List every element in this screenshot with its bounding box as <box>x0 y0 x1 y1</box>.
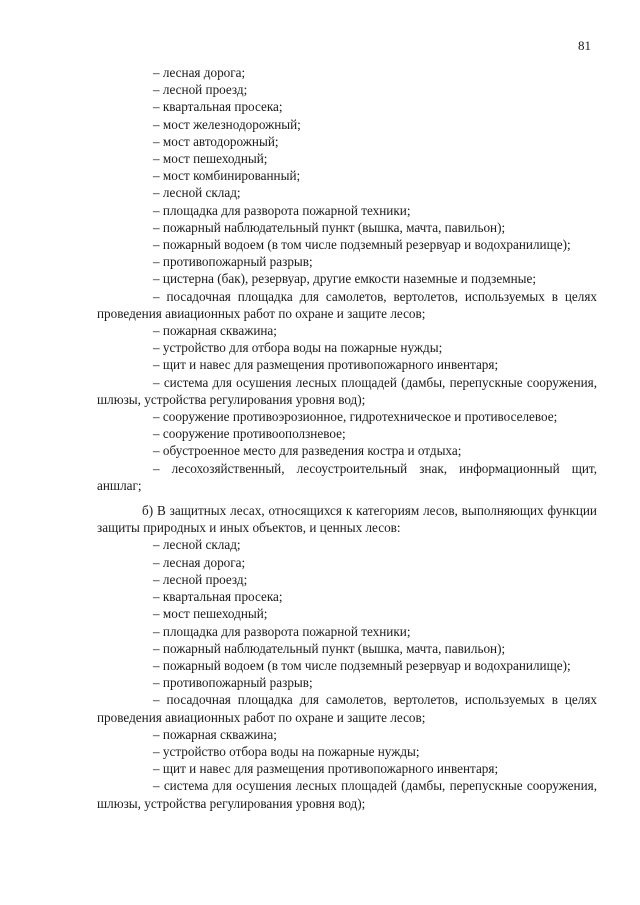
list-item: – устройство для отбора воды на пожарные нужды; <box>153 340 443 356</box>
list-item: – лесохозяйственный, лесоустроительный знак, информационный щит, аншлаг; <box>97 460 597 493</box>
list-item: – квартальная просека; <box>153 99 283 115</box>
list-item: – пожарный наблюдательный пункт (вышка, мачта, павильон); <box>153 640 506 656</box>
document-body <box>97 64 597 812</box>
list-b <box>97 536 597 811</box>
list-item: – лесной склад; <box>153 185 241 201</box>
list-item: – мост комбинированный; <box>153 168 301 184</box>
list-item: – пожарная скважина; <box>153 726 277 742</box>
list-item: – лесной проезд; <box>153 82 248 98</box>
list-item: – система для осушения лесных площадей (дамбы, перепускные сооружения, шлюзы, устройства регулирования уровня вод); <box>97 374 597 407</box>
list-item: – сооружение противоэрозионное, гидротехническое и противоселевое; <box>153 409 558 425</box>
list-a <box>97 64 597 494</box>
list-item: – сооружение противооползневое; <box>153 426 346 442</box>
list-item: – щит и навес для размещения противопожарного инвентаря; <box>153 357 499 373</box>
list-item: – пожарная скважина; <box>153 323 277 339</box>
list-item: – мост железнодорожный; <box>153 116 301 132</box>
list-item: – площадка для разворота пожарной техники; <box>153 202 411 218</box>
list-item: – противопожарный разрыв; <box>153 675 313 691</box>
page-number: 81 <box>578 38 591 53</box>
list-item: – мост пешеходный; <box>153 151 268 167</box>
list-item: – пожарный водоем (в том числе подземный резервуар и водохранилище); <box>153 237 571 253</box>
list-item: – площадка для разворота пожарной техники; <box>153 623 411 639</box>
list-item: – противопожарный разрыв; <box>153 254 313 270</box>
list-item: – квартальная просека; <box>153 589 283 605</box>
list-item: – щит и навес для размещения противопожарного инвентаря; <box>153 761 499 777</box>
list-item: – лесная дорога; <box>153 554 246 570</box>
list-item: – лесной проезд; <box>153 571 248 587</box>
list-item: – система для осушения лесных площадей (дамбы, перепускные сооружения, шлюзы, устройства регулирования уровня вод); <box>97 778 597 811</box>
list-item: – пожарный водоем (в том числе подземный резервуар и водохранилище); <box>153 657 571 673</box>
list-item: – мост пешеходный; <box>153 606 268 622</box>
list-item: – устройство отбора воды на пожарные нужды; <box>153 743 420 759</box>
list-item: – мост автодорожный; <box>153 133 279 149</box>
list-item: – пожарный наблюдательный пункт (вышка, мачта, павильон); <box>153 219 506 235</box>
list-item: – обустроенное место для разведения костра и отдыха; <box>153 443 462 459</box>
list-item: – посадочная площадка для самолетов, вертолетов, используемых в целях проведения авиационных работ по охране и защите лесов; <box>97 692 597 725</box>
list-item: – посадочная площадка для самолетов, вертолетов, используемых в целях проведения авиационных работ по охране и защите лесов; <box>97 288 597 321</box>
list-item: – лесная дорога; <box>153 65 246 80</box>
list-item: – лесной склад; <box>153 537 241 553</box>
section-b-heading: б) В защитных лесах, относящихся к категориям лесов, выполняющих функции защиты природных и иных объектов, и ценных лесов: <box>97 503 597 536</box>
list-item: – цистерна (бак), резервуар, другие емкости наземные и подземные; <box>153 271 537 287</box>
